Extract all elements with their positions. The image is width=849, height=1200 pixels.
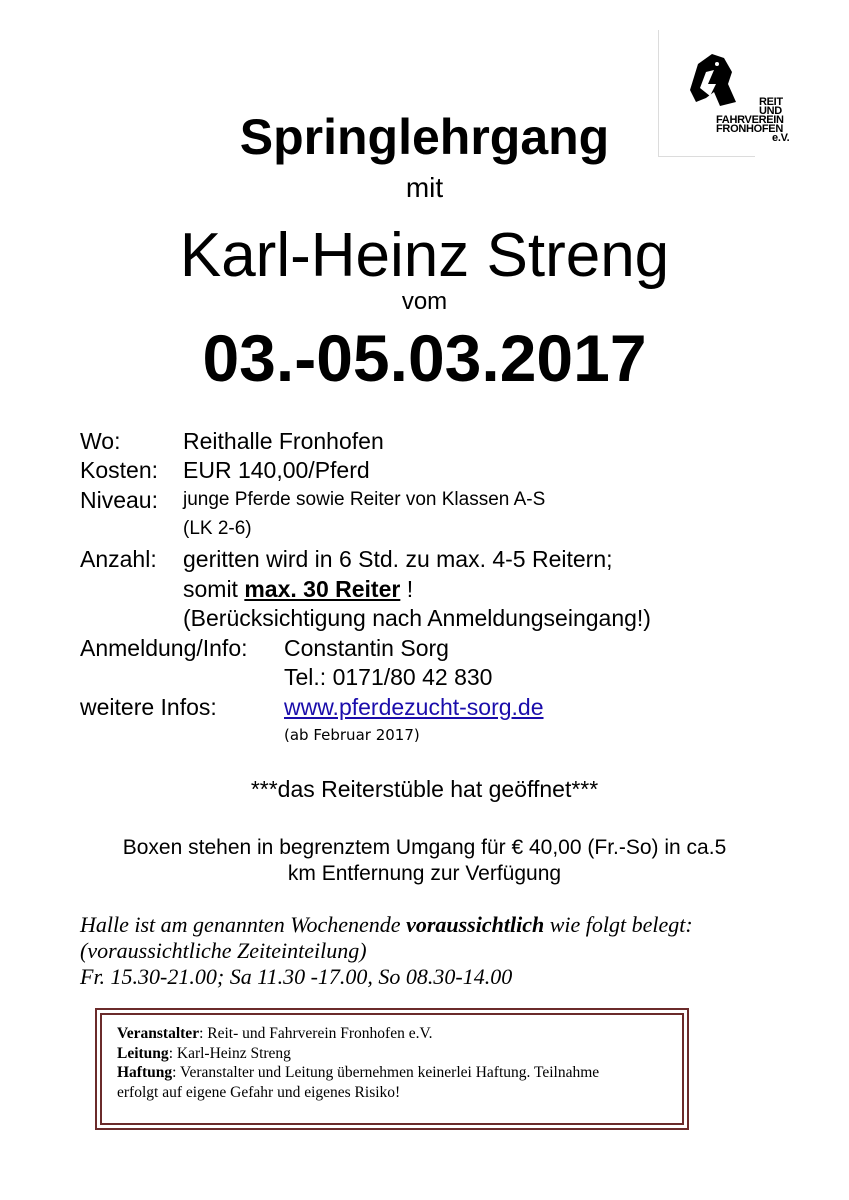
infobox-text xyxy=(117,1024,599,1102)
anmeldung-label: Anmeldung/Info: xyxy=(80,635,248,661)
reiterstueble-note: ***das Reiterstüble hat geöffnet*** xyxy=(250,776,599,802)
halle-line2: (voraussichtliche Zeiteinteilung) xyxy=(80,938,367,963)
anzahl-label: Anzahl: xyxy=(80,546,157,572)
haftung-line-2: erfolgt auf eigene Gefahr und eigenes Risiko! xyxy=(117,1083,401,1101)
anzahl-excl: ! xyxy=(406,576,414,602)
niveau-label: Niveau: xyxy=(80,487,158,513)
veranstalter-label: Veranstalter xyxy=(117,1025,200,1042)
leitung-line xyxy=(117,1044,599,1064)
logo-text-reit: REIT xyxy=(759,96,783,108)
kosten-label: Kosten: xyxy=(80,457,158,483)
halle-line1-c: wie folgt belegt: xyxy=(544,912,693,937)
event-date: 03.-05.03.2017 xyxy=(202,321,647,395)
halle-line1-b: voraussichtlich xyxy=(406,912,545,937)
logo-text-fahrverein: FAHRVEREIN xyxy=(716,114,784,126)
niveau-value: junge Pferde sowie Reiter von Klassen A-S xyxy=(183,489,546,510)
kosten-value: EUR 140,00/Pferd xyxy=(183,457,370,483)
logo-text-ev: e.V. xyxy=(772,132,790,144)
halle-schedule: Fr. 15.30-21.00; Sa 11.30 -17.00, So 08.30-14.00 xyxy=(80,964,513,989)
veranstalter-value: : Reit- und Fahrverein Fronhofen e.V. xyxy=(199,1025,433,1042)
haftung-line xyxy=(117,1063,599,1083)
veranstalter-line xyxy=(117,1024,599,1044)
boxes-note-line2: km Entfernung zur Verfügung xyxy=(287,862,562,885)
boxes-note-line1: Boxen stehen in begrenztem Umgang für € 40,00 (Fr.-So) in ca.5 xyxy=(122,836,727,859)
wo-value: Reithalle Fronhofen xyxy=(183,428,384,454)
horse-head-icon xyxy=(684,50,744,110)
anmeldung-name: Constantin Sorg xyxy=(284,635,449,661)
website-link[interactable]: www.pferdezucht-sorg.de xyxy=(284,694,544,720)
wo-label: Wo: xyxy=(80,428,121,454)
logo-text-und: UND xyxy=(759,105,782,117)
anzahl-somit: somit xyxy=(183,576,238,602)
anzahl-value: geritten wird in 6 Std. zu max. 4-5 Reitern; xyxy=(183,546,613,572)
anzahl-somit-line xyxy=(183,575,413,603)
infos-note: (ab Februar 2017) xyxy=(284,726,420,744)
logo-text-fronhofen: FRONHOFEN xyxy=(716,123,783,135)
haftung-value: : Veranstalter und Leitung übernehmen keinerlei Haftung. Teilnahme xyxy=(172,1064,600,1081)
anzahl-value-3: (Berücksichtigung nach Anmeldungseingang!) xyxy=(183,605,651,631)
halle-line1 xyxy=(80,912,693,938)
leitung-label: Leitung xyxy=(117,1044,169,1062)
niveau-value-2: (LK 2-6) xyxy=(183,518,252,539)
organizer-infobox xyxy=(95,1008,689,1130)
halle-line1-a: Halle ist am genannten Wochenende xyxy=(80,912,407,937)
leitung-value: : Karl-Heinz Streng xyxy=(168,1044,291,1062)
vom-text: vom xyxy=(401,288,448,315)
anmeldung-tel: Tel.: 0171/80 42 830 xyxy=(284,664,493,690)
infos-label: weitere Infos: xyxy=(80,694,217,720)
event-title: Springlehrgang xyxy=(239,109,610,165)
haftung-label: Haftung xyxy=(117,1064,173,1081)
anzahl-max: max. 30 Reiter xyxy=(244,576,401,602)
mit-text: mit xyxy=(405,172,444,203)
trainer-name: Karl-Heinz Streng xyxy=(179,221,670,290)
